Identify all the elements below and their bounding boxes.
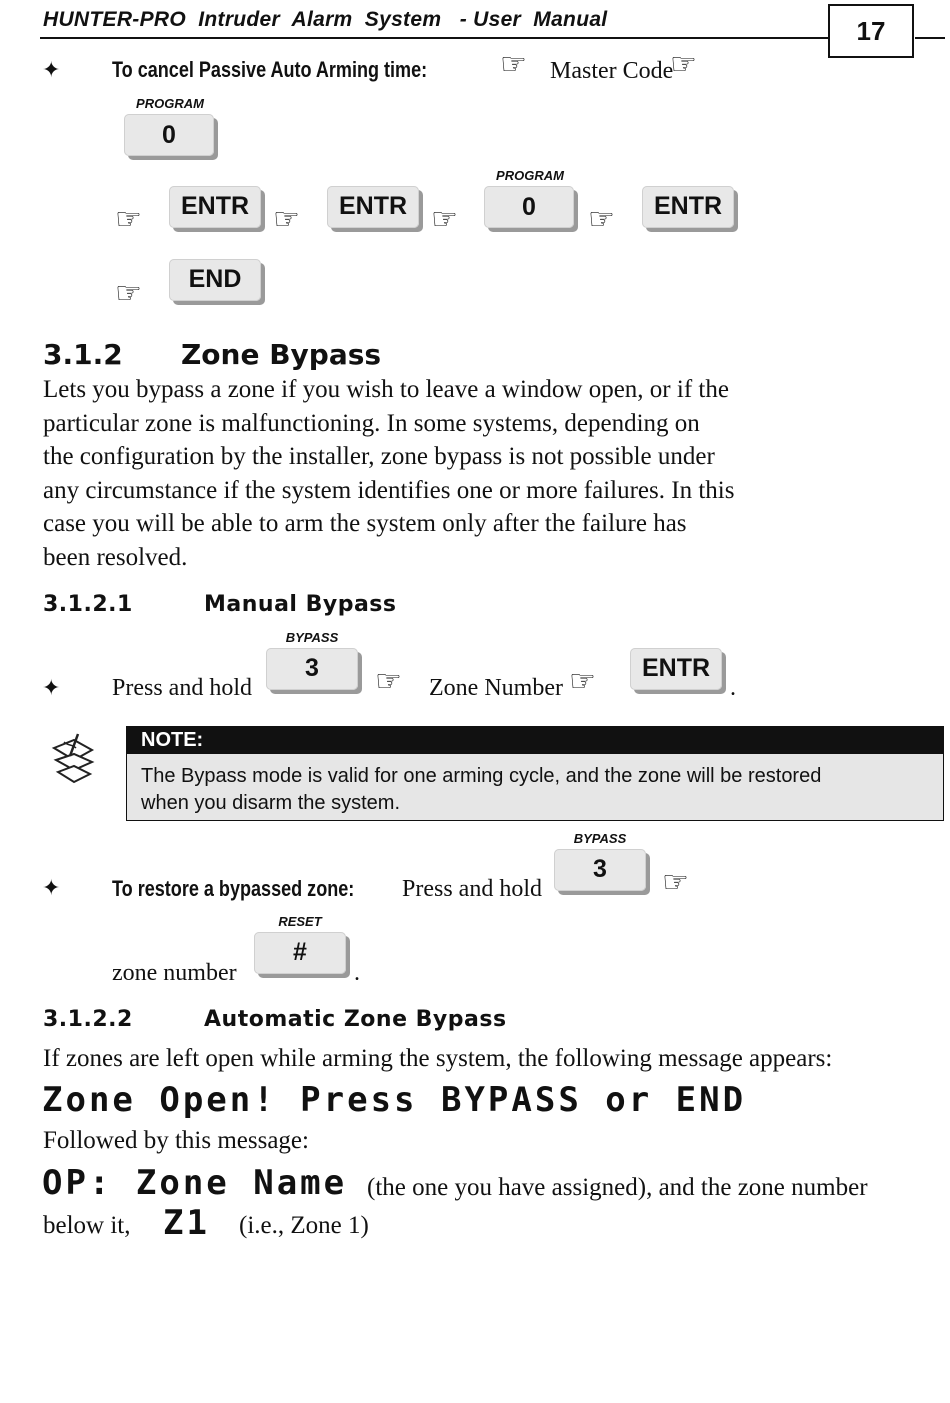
- note-box: [126, 726, 944, 821]
- pointing-hand-icon: ☞: [670, 47, 697, 82]
- program-caption: PROGRAM: [136, 96, 204, 111]
- bypass-caption: BYPASS: [573, 831, 627, 846]
- pointing-hand-icon: ☞: [662, 865, 689, 900]
- key-entr: ENTR: [169, 186, 261, 228]
- key-entr: ENTR: [327, 186, 419, 228]
- key-entr: ENTR: [642, 186, 734, 228]
- note-line: when you disarm the system.: [141, 792, 400, 814]
- below-text: below it,: [43, 1212, 131, 1239]
- pointing-hand-icon: ☞: [273, 202, 300, 237]
- period: .: [354, 960, 360, 986]
- key-0: 0: [484, 186, 574, 228]
- pointing-hand-icon: ☞: [115, 276, 142, 311]
- master-code-label: Master Code: [550, 58, 674, 84]
- cancel-step-label: To cancel Passive Auto Arming time:: [112, 57, 428, 82]
- program-caption: PROGRAM: [496, 168, 564, 183]
- reset-caption: RESET: [278, 914, 322, 929]
- lcd-explanation: (the one you have assigned), and the zone number: [367, 1174, 868, 1201]
- page-number: 17: [828, 4, 914, 58]
- zone-number-text: Zone Number: [429, 675, 563, 701]
- subsection-title: Automatic Zone Bypass: [204, 1007, 507, 1032]
- bullet-icon: ✦: [42, 58, 61, 83]
- key-entr: ENTR: [630, 648, 722, 690]
- header-title: HUNTER-PRO Intruder Alarm System - User Manual: [43, 8, 608, 31]
- paragraph-line: Lets you bypass a zone if you wish to leave a window open, or if the: [43, 376, 729, 403]
- period: .: [730, 675, 736, 701]
- zone-number-text: zone number: [112, 960, 237, 986]
- pointing-hand-icon: ☞: [588, 202, 615, 237]
- lcd-message-zone-number: Z1: [163, 1203, 210, 1243]
- bullet-icon: ✦: [42, 676, 61, 701]
- paragraph-line: been resolved.: [43, 543, 188, 571]
- note-pen-icon: [48, 730, 100, 792]
- followed-text: Followed by this message:: [43, 1127, 309, 1154]
- section-paragraph: [43, 373, 843, 575]
- lcd-message-zone-open: Zone Open! Press BYPASS or END: [42, 1080, 747, 1120]
- note-heading: NOTE:: [127, 727, 943, 754]
- section-number: 3.1.2: [43, 338, 123, 371]
- key-3: 3: [554, 849, 646, 891]
- press-hold-text: Press and hold: [112, 675, 252, 701]
- intro-text: If zones are left open while arming the system, the following message appears:: [43, 1045, 833, 1072]
- restore-label: To restore a bypassed zone:: [112, 876, 355, 901]
- pointing-hand-icon: ☞: [115, 202, 142, 237]
- pointing-hand-icon: ☞: [569, 664, 596, 699]
- lcd-message-zone-name: OP: Zone Name: [42, 1163, 348, 1203]
- key-3: 3: [266, 648, 358, 690]
- key-0: 0: [124, 114, 214, 156]
- zone-example-text: (i.e., Zone 1): [239, 1212, 369, 1239]
- note-body: [141, 763, 931, 817]
- subsection-title: Manual Bypass: [204, 592, 397, 617]
- pointing-hand-icon: ☞: [375, 664, 402, 699]
- press-hold-text: Press and hold: [402, 876, 542, 902]
- paragraph-line: any circumstance if the system identifies one or more failures. In this: [43, 476, 735, 504]
- header-rule-right: [915, 37, 945, 39]
- bullet-icon: ✦: [42, 876, 61, 901]
- bypass-caption: BYPASS: [285, 630, 339, 645]
- key-hash: #: [254, 932, 346, 974]
- pointing-hand-icon: ☞: [431, 202, 458, 237]
- key-end: END: [169, 259, 261, 301]
- paragraph-line: case you will be able to arm the system only after the failure has: [43, 510, 687, 538]
- header-rule: [40, 37, 910, 39]
- section-title: Zone Bypass: [181, 338, 382, 371]
- subsection-number: 3.1.2.2: [43, 1007, 133, 1032]
- paragraph-line: the configuration by the installer, zone bypass is not possible under: [43, 443, 715, 471]
- pointing-hand-icon: ☞: [500, 47, 527, 82]
- note-line: The Bypass mode is valid for one arming cycle, and the zone will be restored: [141, 765, 822, 787]
- subsection-number: 3.1.2.1: [43, 592, 133, 617]
- paragraph-line: particular zone is malfunctioning. In some systems, depending on: [43, 409, 700, 437]
